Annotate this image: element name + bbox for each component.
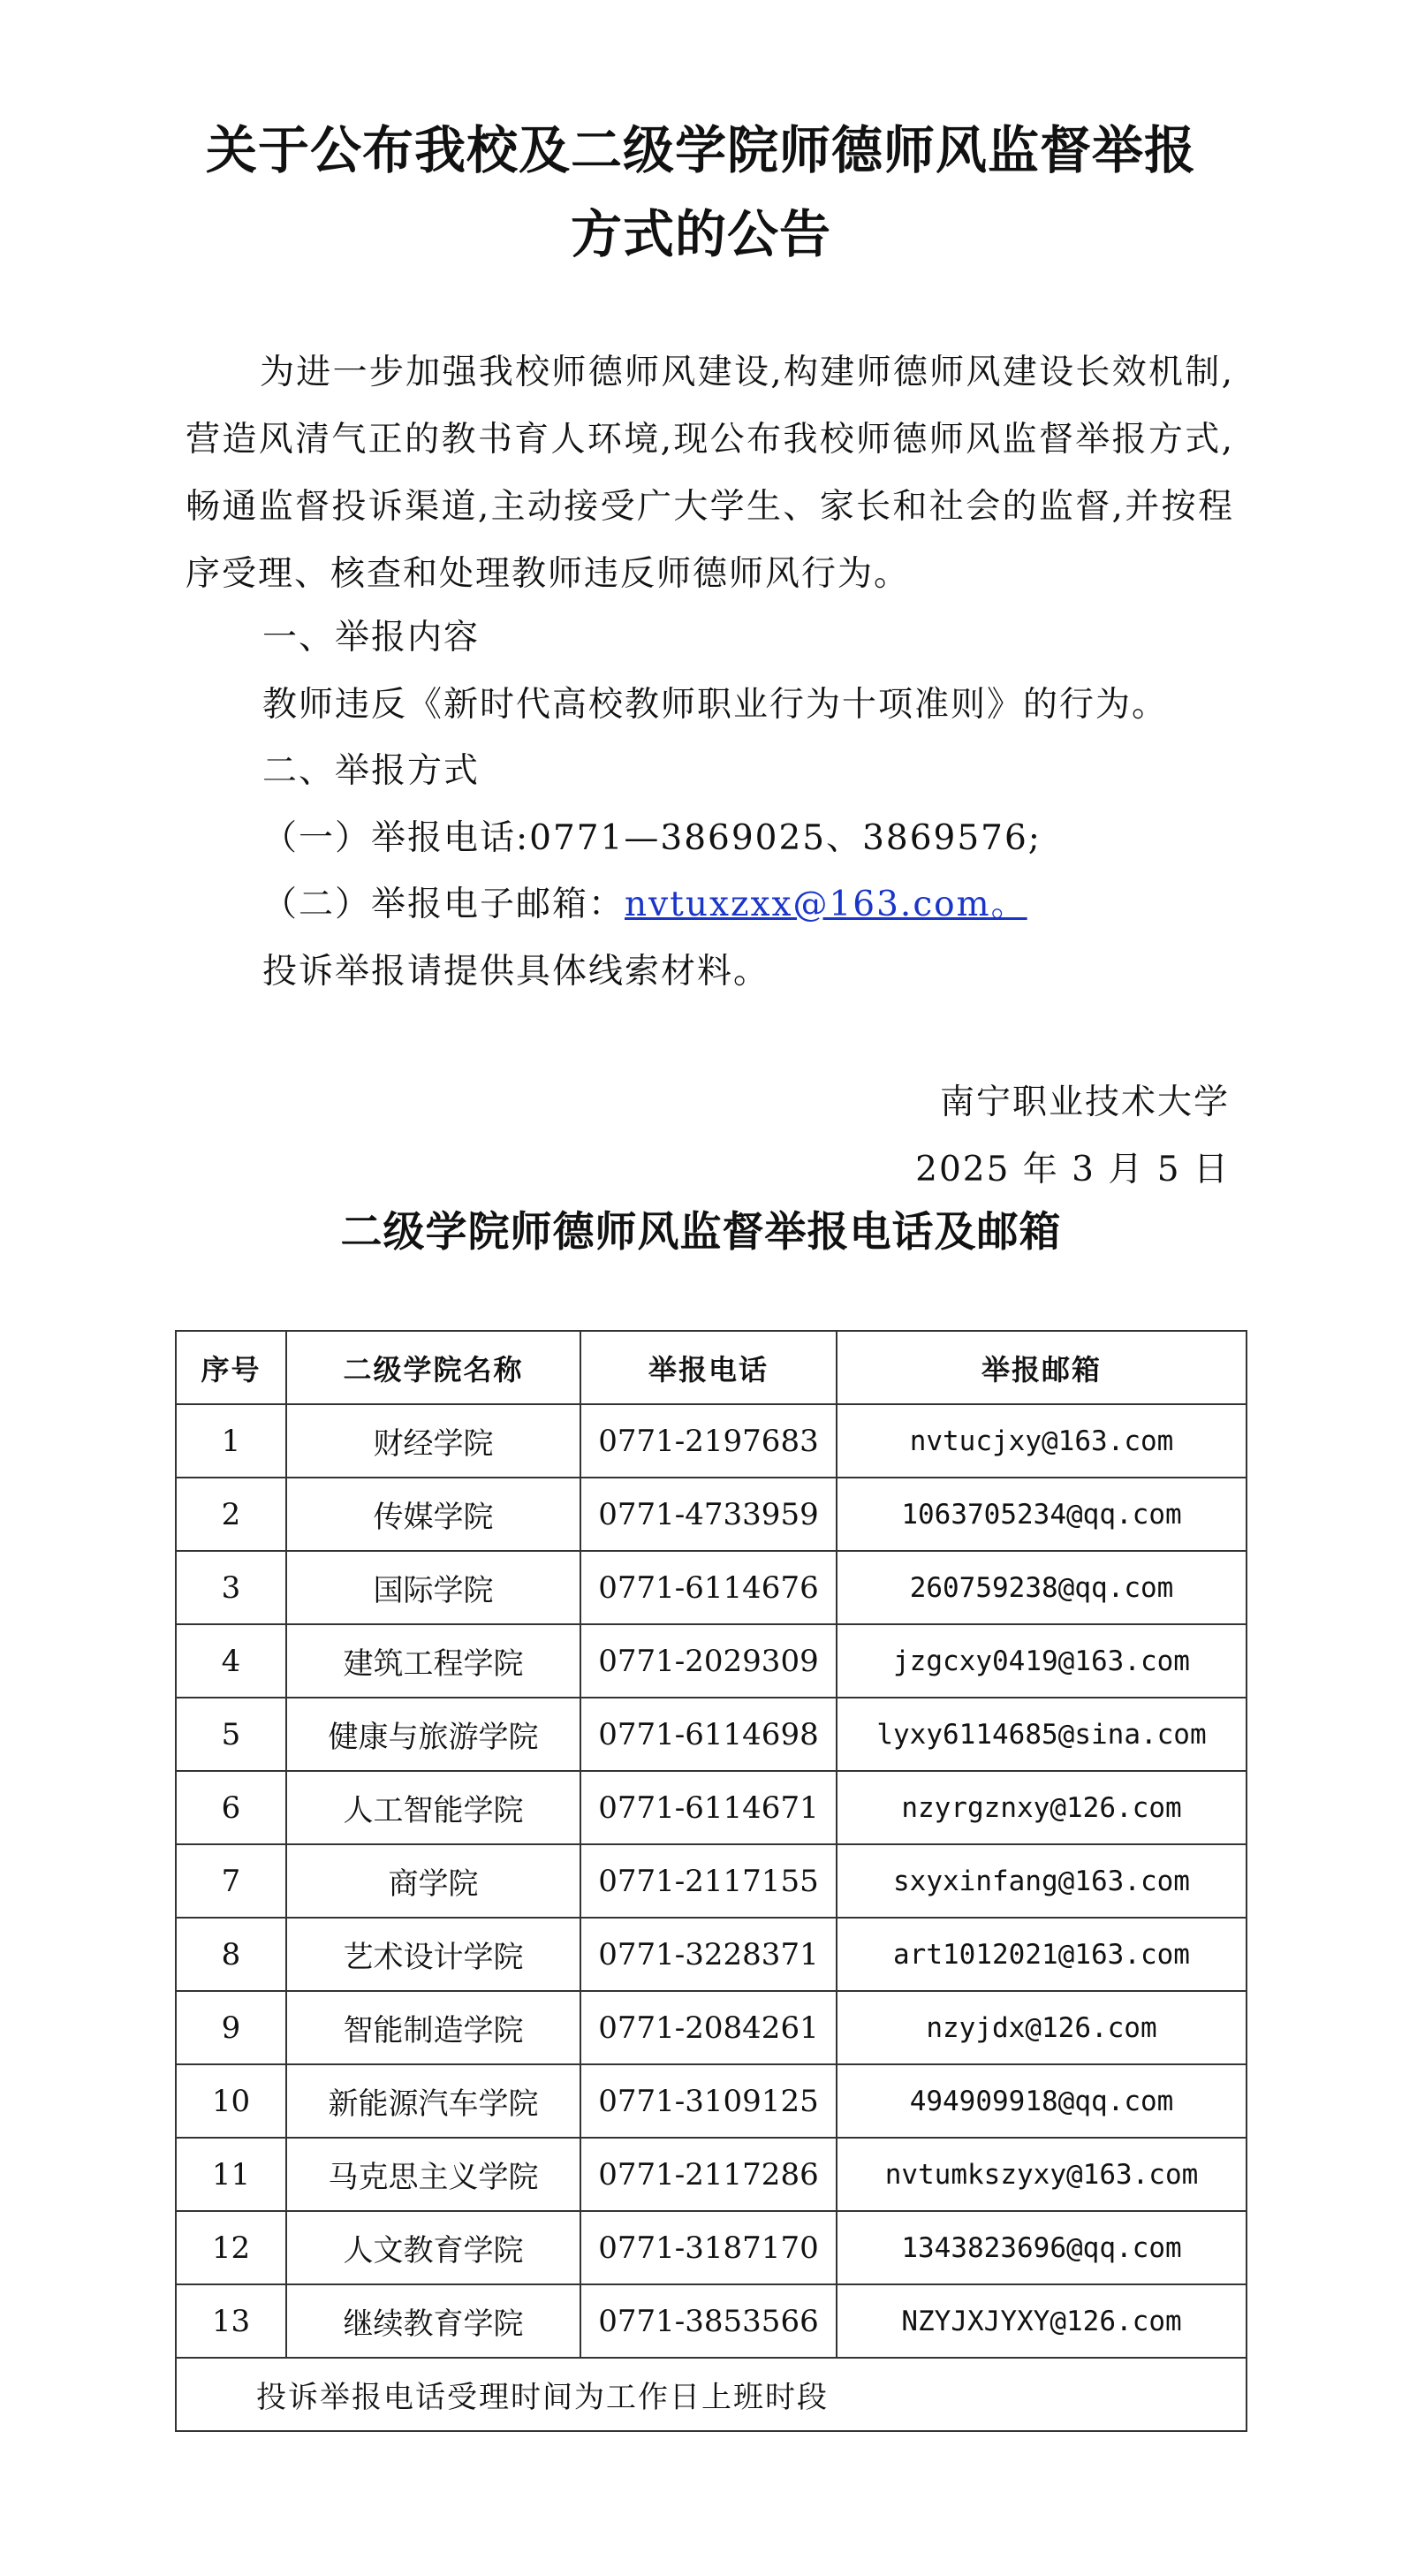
report-email-label: （二）举报电子邮箱： [262,885,625,924]
cell-phone: 0771-2084261 [580,1991,837,2064]
report-email-link[interactable]: nvtuxzxx@163.com。 [625,885,1027,924]
cell-college: 新能源汽车学院 [286,2064,580,2138]
table-title: 二级学院师德师风监督举报电话及邮箱 [340,1208,1062,1257]
cell-college: 马克思主义学院 [286,2138,580,2211]
table-footer-note: 投诉举报电话受理时间为工作日上班时段 [176,2358,1247,2431]
cell-email: nzyjdx@126.com [837,1991,1247,2064]
cell-email: jzgcxy0419@163.com [837,1624,1247,1698]
table-footer-row [176,2358,1247,2431]
table-row [176,1698,1247,1771]
table-row [176,2138,1247,2211]
cell-index: 1 [176,1404,286,1478]
cell-email: art1012021@163.com [837,1918,1247,1991]
cell-index: 12 [176,2211,286,2284]
cell-email: NZYJXJYXY@126.com [837,2284,1247,2358]
table-row [176,2284,1247,2358]
cell-email: 494909918@qq.com [837,2064,1247,2138]
signature-org: 南宁职业技术大学 [939,1083,1230,1122]
header-index: 序号 [176,1331,286,1404]
signature-date: 2025 年 3 月 5 日 [915,1150,1230,1189]
cell-phone: 0771-3187170 [580,2211,837,2284]
cell-college: 健康与旅游学院 [286,1698,580,1771]
document-title-line2: 方式的公告 [570,204,831,264]
cell-phone: 0771-2029309 [580,1624,837,1698]
table-row [176,2211,1247,2284]
cell-phone: 0771-2197683 [580,1404,837,1478]
cell-college: 商学院 [286,1844,580,1918]
document-title-line1: 关于公布我校及二级学院师德师风监督举报 [205,120,1196,180]
cell-college: 国际学院 [286,1551,580,1624]
table-row [176,1551,1247,1624]
cell-index: 11 [176,2138,286,2211]
cell-college: 艺术设计学院 [286,1918,580,1991]
cell-email: nzyrgznxy@126.com [837,1771,1247,1844]
report-phone-line: （一）举报电话:0771—3869025、3869576; [262,818,1042,858]
cell-phone: 0771-2117155 [580,1844,837,1918]
cell-college: 智能制造学院 [286,1991,580,2064]
table-row [176,1478,1247,1551]
table-row [176,1991,1247,2064]
cell-index: 6 [176,1771,286,1844]
table-row [176,1844,1247,1918]
cell-email: nvtumkszyxy@163.com [837,2138,1247,2211]
cell-phone: 0771-3853566 [580,2284,837,2358]
cell-email: sxyxinfang@163.com [837,1844,1247,1918]
header-college: 二级学院名称 [286,1331,580,1404]
table-header-row [176,1331,1247,1404]
cell-college: 人文教育学院 [286,2211,580,2284]
cell-index: 5 [176,1698,286,1771]
cell-index: 3 [176,1551,286,1624]
cell-email: nvtucjxy@163.com [837,1404,1247,1478]
report-email-line [262,878,1027,931]
cell-email: 260759238@qq.com [837,1551,1247,1624]
cell-college: 传媒学院 [286,1478,580,1551]
table-row [176,1771,1247,1844]
cell-email: 1063705234@qq.com [837,1478,1247,1551]
section1-text: 教师违反《新时代高校教师职业行为十项准则》的行为。 [262,685,1169,725]
cell-college: 财经学院 [286,1404,580,1478]
evidence-note: 投诉举报请提供具体线索材料。 [262,952,770,992]
contact-table [175,1330,1247,2432]
header-phone: 举报电话 [580,1331,837,1404]
cell-phone: 0771-4733959 [580,1478,837,1551]
cell-index: 7 [176,1844,286,1918]
cell-index: 10 [176,2064,286,2138]
cell-phone: 0771-6114676 [580,1551,837,1624]
table-row [176,1918,1247,1991]
table-row [176,1624,1247,1698]
cell-email: lyxy6114685@sina.com [837,1698,1247,1771]
intro-paragraph: 为进一步加强我校师德师风建设,构建师德师风建设长效机制,营造风清气正的教书育人环境,现公布我校师德师风监督举报方式,畅通监督投诉渠道,主动接受广大学生、家长和社会的监督,并按程序受理、核查和处理教师违反师德师风行为。 [186,353,1234,594]
cell-index: 13 [176,2284,286,2358]
cell-index: 2 [176,1478,286,1551]
cell-phone: 0771-6114698 [580,1698,837,1771]
cell-phone: 0771-6114671 [580,1771,837,1844]
cell-college: 人工智能学院 [286,1771,580,1844]
table-row [176,2064,1247,2138]
table-row [176,1404,1247,1478]
cell-phone: 0771-3109125 [580,2064,837,2138]
section1-heading: 一、举报内容 [262,618,481,657]
cell-phone: 0771-3228371 [580,1918,837,1991]
cell-college: 继续教育学院 [286,2284,580,2358]
cell-college: 建筑工程学院 [286,1624,580,1698]
cell-index: 8 [176,1918,286,1991]
cell-email: 1343823696@qq.com [837,2211,1247,2284]
header-email: 举报邮箱 [837,1331,1247,1404]
cell-index: 4 [176,1624,286,1698]
section2-heading: 二、举报方式 [262,751,481,791]
cell-phone: 0771-2117286 [580,2138,837,2211]
cell-index: 9 [176,1991,286,2064]
